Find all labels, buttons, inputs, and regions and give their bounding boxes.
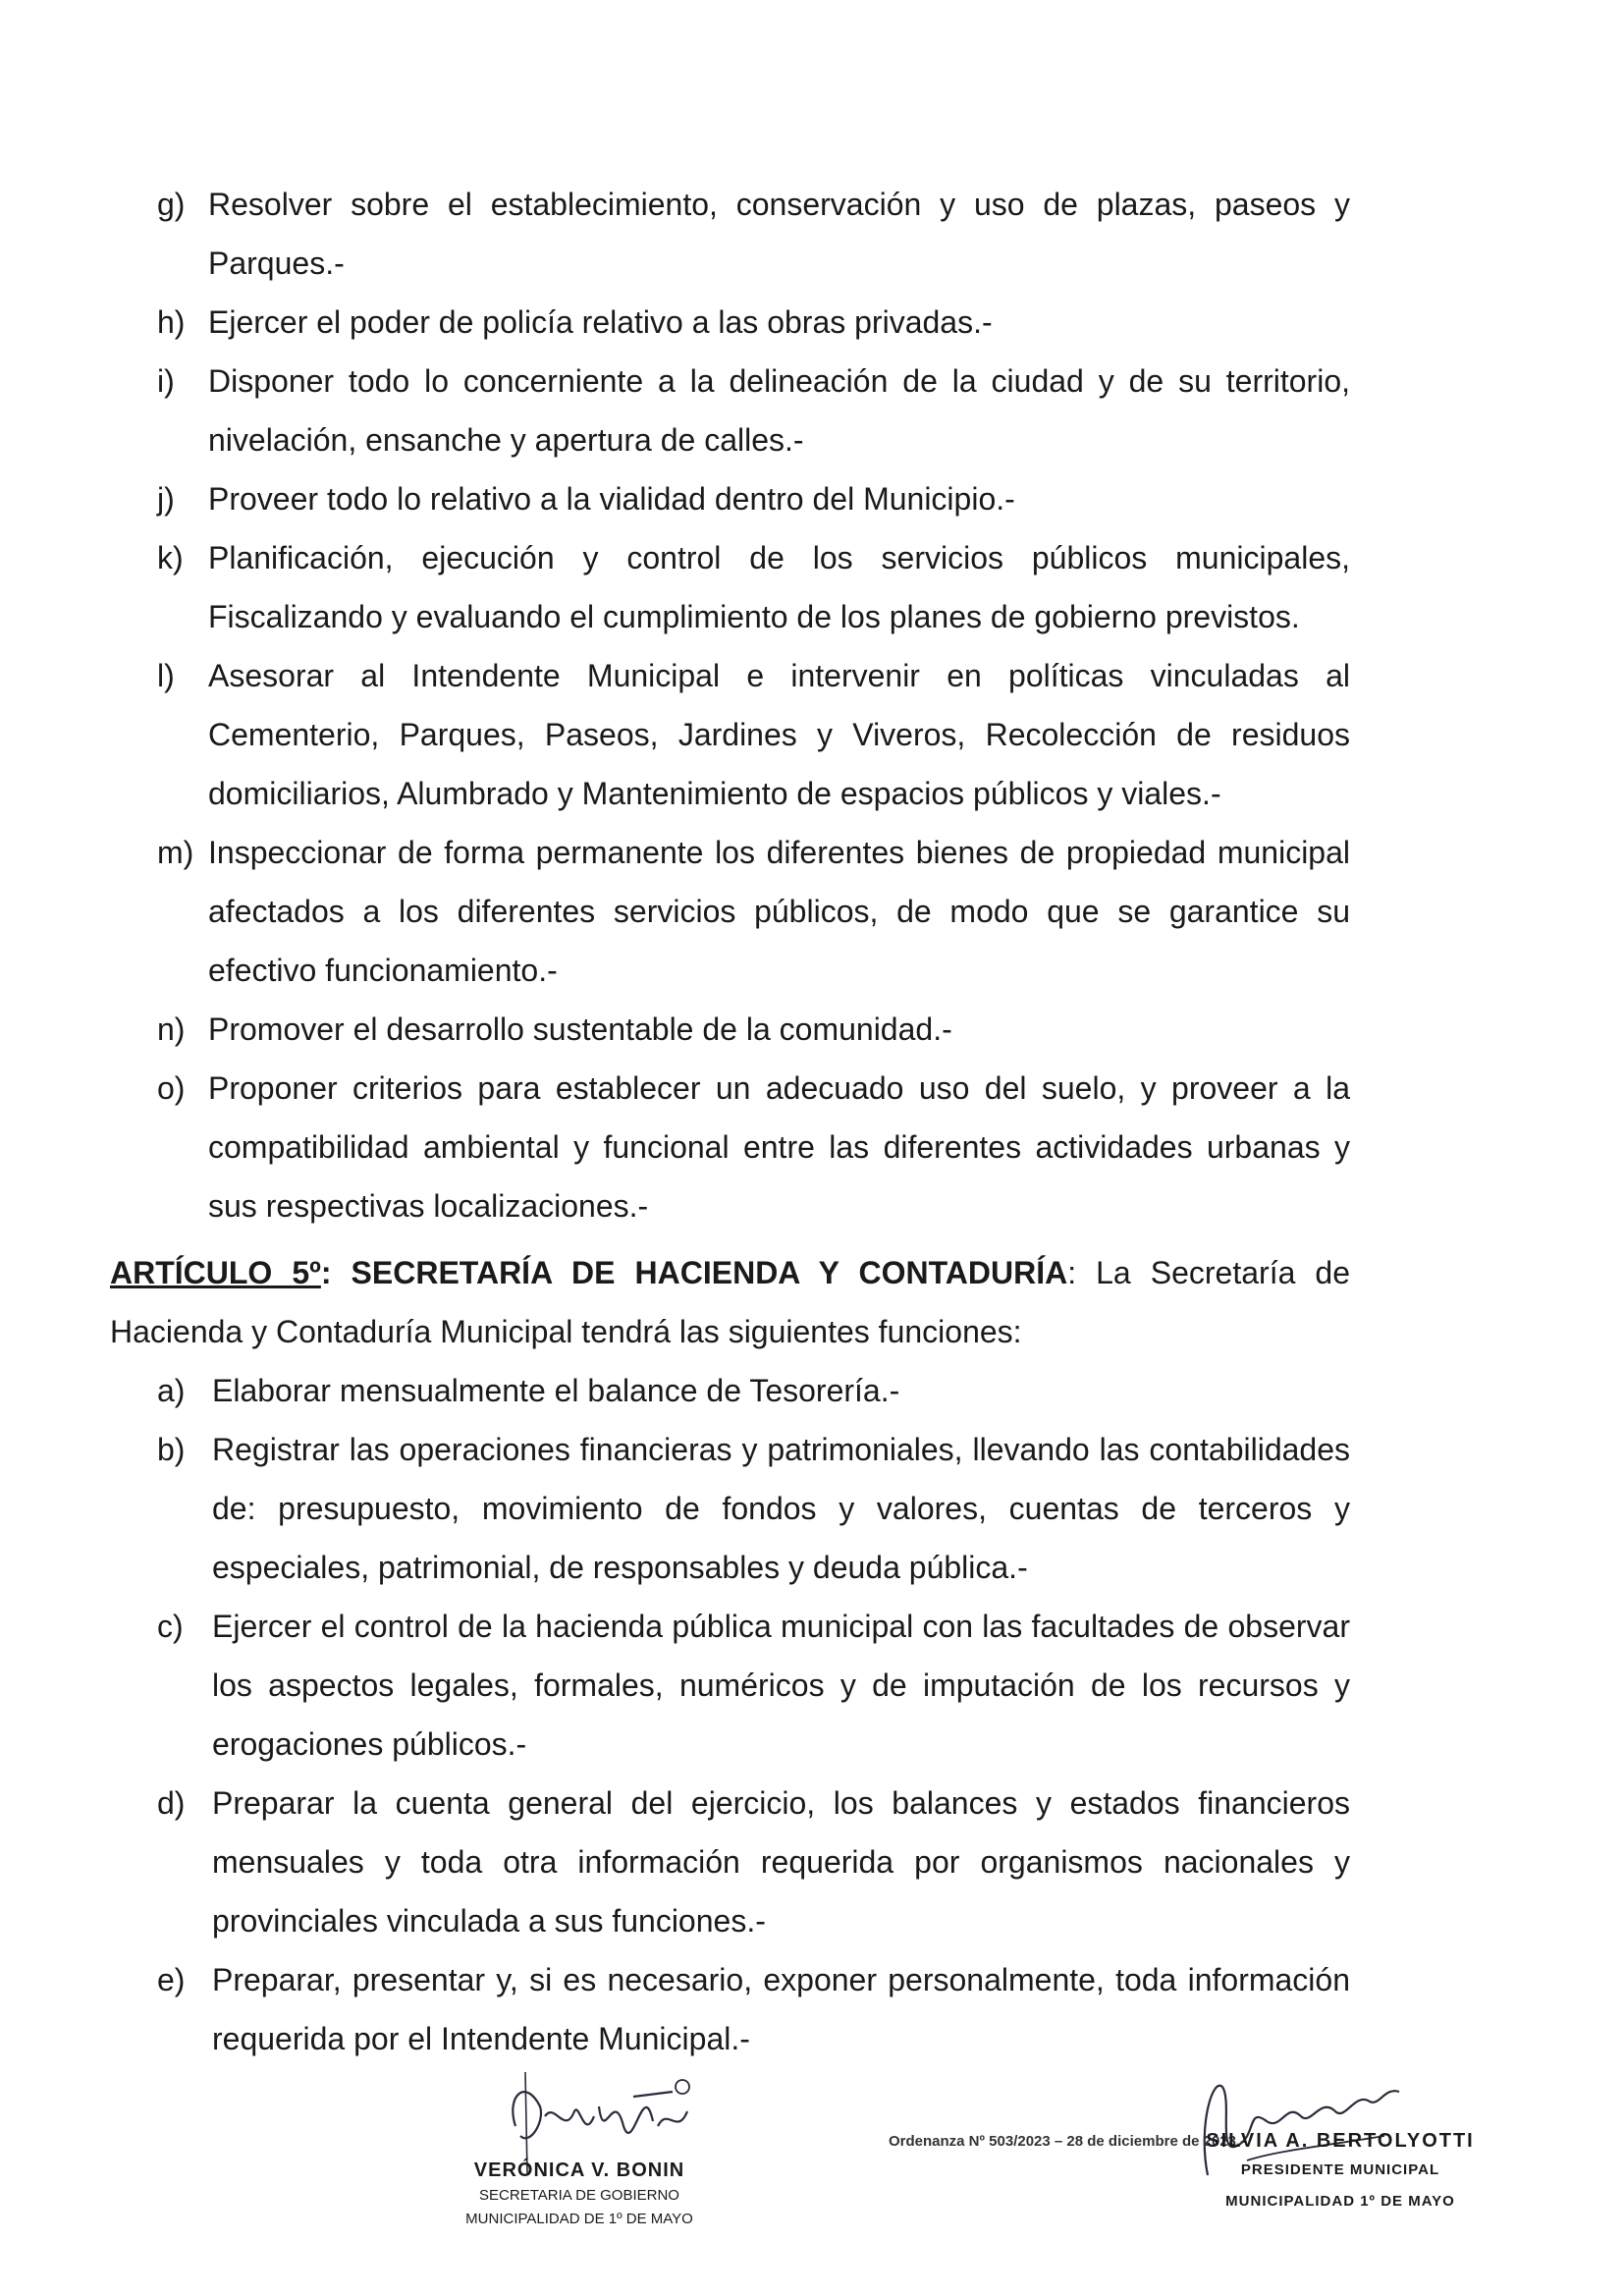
item-label: g) bbox=[157, 187, 186, 222]
item-label: o) bbox=[157, 1070, 186, 1106]
list-item bbox=[157, 293, 1350, 352]
signatory-name: SILVIA A. BERTOLYOTTI bbox=[1206, 2130, 1475, 2152]
ordinance-reference: Ordenanza Nº 503/2023 – 28 de diciembre de 2023.- bbox=[889, 2133, 1246, 2150]
list-item bbox=[157, 1000, 1350, 1059]
item-label: l) bbox=[157, 658, 175, 693]
item-label: a) bbox=[157, 1373, 186, 1408]
list-item bbox=[157, 1361, 1350, 1420]
list-item bbox=[157, 823, 1350, 1000]
list-item bbox=[157, 1597, 1350, 1774]
item-text: Inspeccionar de forma permanente los diferentes bienes de propiedad municipal afectados a los diferentes servicios públicos, de modo que se garantice su efectivo funcionamiento.- bbox=[208, 835, 1350, 988]
item-text: Elaborar mensualmente el balance de Tesorería.- bbox=[212, 1373, 900, 1408]
list-item bbox=[157, 528, 1350, 646]
item-text: Ejercer el poder de policía relativo a las obras privadas.- bbox=[208, 304, 993, 340]
item-text: Preparar la cuenta general del ejercicio, los balances y estados financieros mensuales y toda otra información requerida por organismos nacionales y provinciales vinculada a sus funciones.- bbox=[212, 1785, 1350, 1939]
list-item bbox=[157, 352, 1350, 469]
list-item bbox=[157, 1950, 1350, 2068]
list-item bbox=[157, 469, 1350, 528]
item-text: Resolver sobre el establecimiento, conservación y uso de plazas, paseos y Parques.- bbox=[208, 187, 1350, 281]
item-text: Ejercer el control de la hacienda pública municipal con las facultades de observar los aspectos legales, formales, numéricos y de imputación de los recursos y erogaciones públicos.- bbox=[212, 1609, 1350, 1762]
item-label: n) bbox=[157, 1011, 186, 1047]
signatory-role: SECRETARIA DE GOBIERNO bbox=[479, 2187, 679, 2204]
item-label: h) bbox=[157, 304, 186, 340]
signatory-role: PRESIDENTE MUNICIPAL bbox=[1240, 2161, 1440, 2178]
list-item bbox=[157, 1420, 1350, 1597]
item-label: e) bbox=[157, 1962, 186, 1997]
article-intro: : La Secretaría de Hacienda y Contaduría Municipal tendrá las siguientes funciones: bbox=[110, 1255, 1351, 1349]
item-text: Preparar, presentar y, si es necesario, exponer personalmente, toda información requerida por el Intendente Municipal.- bbox=[212, 1962, 1350, 2056]
functions-list-1 bbox=[157, 175, 1350, 1235]
item-label: d) bbox=[157, 1785, 186, 1821]
item-label: j) bbox=[157, 481, 175, 517]
signatory-name: VERÓNICA V. BONIN bbox=[473, 2159, 685, 2181]
item-text: Proveer todo lo relativo a la vialidad dentro del Municipio.- bbox=[208, 481, 1015, 517]
article-number: ARTÍCULO 5º bbox=[110, 1255, 321, 1290]
list-item bbox=[157, 1059, 1350, 1235]
item-text: Asesorar al Intendente Municipal e intervenir en políticas vinculadas al Cementerio, Parques, Paseos, Jardines y Viveros, Recolección de residuos domiciliarios, Alumbrado y Mantenimiento de espacios públicos y viales.- bbox=[208, 658, 1350, 811]
item-label: b) bbox=[157, 1432, 186, 1467]
list-item bbox=[157, 175, 1350, 293]
signatory-right bbox=[1183, 2127, 1497, 2217]
item-label: m) bbox=[157, 835, 194, 870]
article-title: : SECRETARÍA DE HACIENDA Y CONTADURÍA bbox=[320, 1255, 1068, 1290]
item-text: Proponer criterios para establecer un adecuado uso del suelo, y proveer a la compatibilidad ambiental y funcional entre las diferentes actividades urbanas y sus respectivas localizaciones.- bbox=[208, 1070, 1350, 1224]
article-5-paragraph bbox=[110, 1243, 1350, 1361]
item-text: Planificación, ejecución y control de los servicios públicos municipales, Fiscalizando y evaluando el cumplimiento de los planes de gobierno previstos. bbox=[208, 540, 1350, 634]
list-item bbox=[157, 646, 1350, 823]
item-text: Disponer todo lo concerniente a la delineación de la ciudad y de su territorio, nivelación, ensanche y apertura de calles.- bbox=[208, 363, 1350, 458]
signatory-institution: MUNICIPALIDAD DE 1º DE MAYO bbox=[465, 2211, 693, 2227]
item-text: Promover el desarrollo sustentable de la comunidad.- bbox=[208, 1011, 952, 1047]
item-text: Registrar las operaciones financieras y patrimoniales, llevando las contabilidades de: presupuesto, movimiento de fondos y valores, cuentas de terceros y especiales, patrimonial, de responsables y deuda pública.- bbox=[212, 1432, 1350, 1585]
functions-list-2 bbox=[157, 1361, 1350, 2068]
item-label: k) bbox=[157, 540, 184, 575]
signatory-left bbox=[432, 2157, 727, 2231]
item-label: c) bbox=[157, 1609, 184, 1644]
item-label: i) bbox=[157, 363, 175, 399]
signatory-institution: MUNICIPALIDAD 1º DE MAYO bbox=[1225, 2193, 1455, 2210]
list-item bbox=[157, 1774, 1350, 1950]
